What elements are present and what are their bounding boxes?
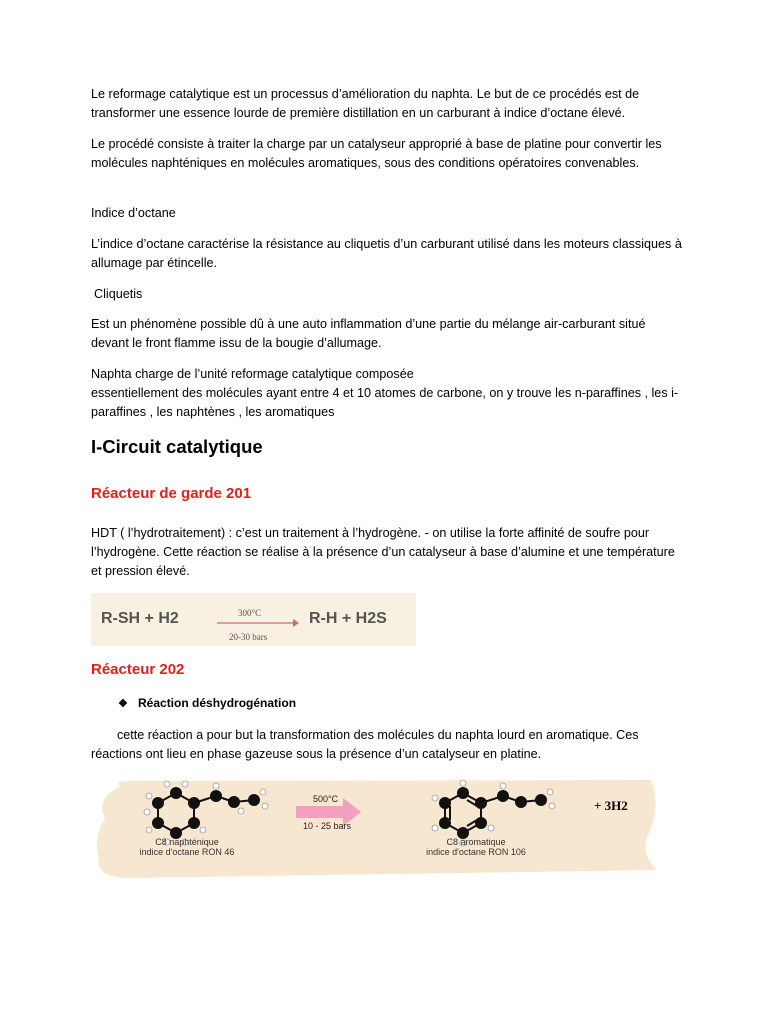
reactor-202-text: cette réaction a pour but la transformation des molécules du naphta lourd en aromatique. Ces réactions ont lieu en phase gazeuse sous la présence d’un catalyseur en platine. [91, 728, 639, 762]
reaction-1-temperature: 300°C [238, 608, 262, 618]
reaction-2-background [91, 778, 663, 878]
naphthenic-caption [117, 837, 257, 857]
reaction-2-hydrogen: + 3H2 [594, 798, 628, 813]
reaction-1-figure [91, 593, 416, 646]
reaction-2-temperature: 500°C [313, 794, 339, 804]
reaction-2-figure [91, 778, 663, 878]
reactor-202-title: Réacteur 202 [91, 661, 185, 678]
heading-cliquetis: Cliquetis [94, 287, 143, 301]
reaction-1-reactants: R-SH + H2 [101, 610, 179, 627]
reactor-201-title: Réacteur de garde 201 [91, 485, 252, 502]
section-title: I-Circuit catalytique [91, 436, 263, 457]
reactor-202-bullet [118, 694, 710, 714]
reaction-1-pressure: 20-30 bars [229, 632, 268, 642]
paragraph-cliquetis: Est un phénomène possible dû à une auto inflammation d’une partie du mélange air-carburant situé devant le front flamme issu de la bougie d’allumage. [91, 317, 646, 351]
aromatic-caption-name: C8 aromatique [446, 837, 506, 847]
naphthenic-caption-ron: indice d'octane RON 46 [139, 847, 235, 857]
reactor-201-text: HDT ( l’hydrotraitement) : c’est un traitement à l’hydrogène. - on utilise la forte affinité de soufre pour l’hydrogène. Cette réaction se réalise à la présence d’un catalyseur à base d’alumine et une température et pression élevé. [91, 526, 675, 579]
paragraph-intro: Le reformage catalytique est un processus d’amélioration du naphta. Le but de ce procédés est de transformer une essence lourde de première distillation en un carburant à indice d’octane élevé. [91, 87, 640, 121]
aromatic-caption [391, 837, 561, 857]
aromatic-caption-ron: indice d'octane RON 106 [426, 847, 526, 857]
diamond-bullet-icon: ❖ [118, 698, 128, 710]
reaction-2-pressure: 10 - 25 bars [303, 821, 352, 831]
paragraph-process: Le procédé consiste à traiter la charge par un catalyseur approprié à base de platine pour convertir les molécules naphténiques en molécules aromatiques, sous des conditions opératoires convenables. [91, 137, 662, 171]
paragraph-indice-octane: L’indice d’octane caractérise la résistance au cliquetis d’un carburant utilisé dans les moteurs classiques à allumage par étincelle. [91, 237, 682, 271]
paragraph-naphta-line2: essentiellement des molécules ayant entre 4 et 10 atomes de carbone, on y trouve les n-paraffines , les i-paraffines , les naphtènes , les aromatiques [91, 386, 679, 420]
paragraph-naphta-line1: Naphta charge de l’unité reformage catalytique composée [91, 367, 414, 381]
reaction-1-products: R-H + H2S [309, 610, 387, 627]
naphthenic-caption-name: C8 naphténique [155, 837, 219, 847]
reactor-202-bullet-label: Réaction déshydrogénation [138, 696, 297, 710]
heading-indice-octane: Indice d’octane [91, 206, 176, 220]
reaction-1-arrow-icon [217, 617, 299, 629]
